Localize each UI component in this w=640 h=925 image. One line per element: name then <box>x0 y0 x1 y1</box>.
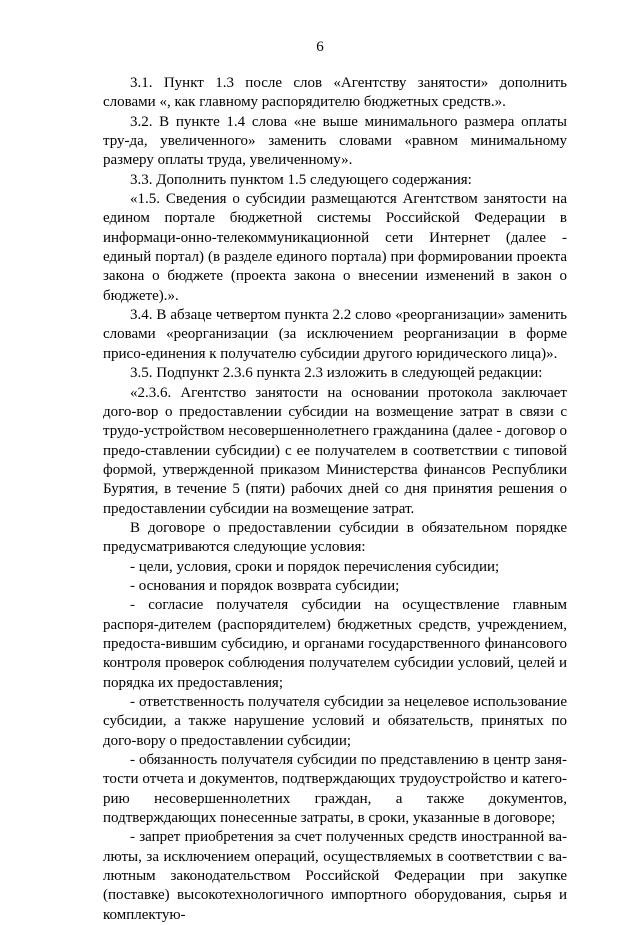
paragraph-3-4: 3.4. В абзаце четвертом пункта 2.2 слово «реорганизации» заменить словами «реорганизации (за исключением реорганизации в форме присо-единения к получателю субсидии другого юридического лица)». <box>103 307 567 362</box>
paragraph-1-5-quote: «1.5. Сведения о субсидии размещаются Агентством занятости на едином портале бюджетной системы Российской Федерации в информаци-онно-телекоммуникационной сети Интернет (далее - единый портал) (в разделе единого портала) при формировании проекта закона о бюджете (проекта закона о внесении изменений в закон о бюджете).». <box>103 191 567 304</box>
paragraph-3-2: 3.2. В пункте 1.4 слова «не выше минимального размера оплаты тру-да, увеличенного» заменить словами «равном минимальному размеру оплаты труда, увеличенному». <box>103 113 567 169</box>
list-item-goals: - цели, условия, сроки и порядок перечисления субсидии; <box>130 558 500 575</box>
list-item-reporting: - обязанность получателя субсидии по представлению в центр заня-тости отчета и документов, подтверждающих трудоустройство и катего-рию несовершеннолетних граждан, а также документов, подтверждающих понесенные затраты, в сроки, указанные в договоре; <box>103 752 567 827</box>
paragraph-3-5: 3.5. Подпункт 2.3.6 пункта 2.3 изложить в следующей редакции: <box>130 365 543 382</box>
list-item-responsibility: - ответственность получателя субсидии за нецелевое использование субсидии, а также нарушение условий и обязательств, принятых по дого-вору о предоставлении субсидии; <box>103 694 567 749</box>
list-item-currency-ban: - запрет приобретения за счет полученных средств иностранной ва-люты, за исключением операций, осуществляемых в соответствии с ва-лютным законодательством Российской Федерации при закупке (поставке) высокотехнологичного импортного оборудования, сырья и комплектую- <box>103 829 567 923</box>
list-item-consent: - согласие получателя субсидии на осуществление главным распоря-дителем (распорядителем) бюджетных средств, учреждением, предоста-вившим субсидию, и органами государственного финансового контроля проверок соблюдения получателем субсидии условий, целей и порядка их предоставления; <box>103 597 567 691</box>
paragraph-3-1: 3.1. Пункт 1.3 после слов «Агентству занятости» дополнить словами «, как главному распорядителю бюджетных средств.». <box>103 75 567 111</box>
paragraph-3-3: 3.3. Дополнить пунктом 1.5 следующего содержания: <box>130 171 472 188</box>
paragraph-2-3-6-quote: «2.3.6. Агентство занятости на основании протокола заключает дого-вор о предоставлении субсидии на возмещение затрат в связи с трудо-устройством несовершеннолетнего гражданина (далее - договор о предо-ставлении субсидии) с ее получателем в соответствии с типовой формой, утвержденной приказом Министерства финансов Республики Бурятия, в течение 5 (пяти) рабочих дней со дня принятия решения о предоставлении субсидии на возмещение затрат. <box>103 384 567 517</box>
paragraph-contract-conditions-intro: В договоре о предоставлении субсидии в обязательном порядке предусматриваются следующие условия: <box>103 519 567 556</box>
page-number: 6 <box>316 39 324 55</box>
list-item-return: - основания и порядок возврата субсидии; <box>130 577 400 594</box>
document-body <box>103 74 567 925</box>
